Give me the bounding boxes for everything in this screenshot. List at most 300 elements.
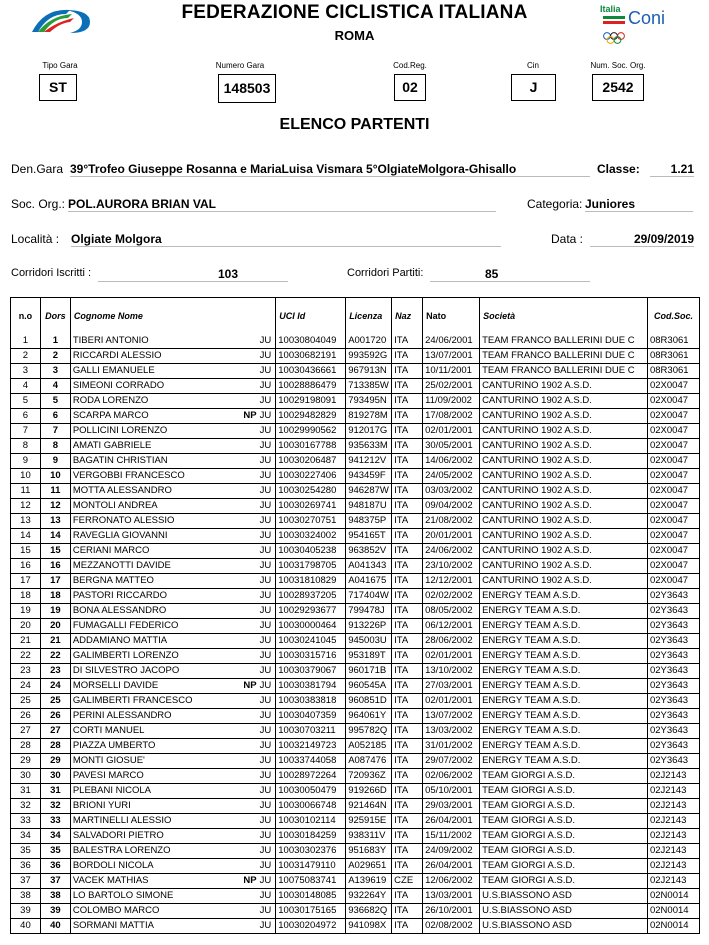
rider-uci-id: 10032149723 [276,739,346,754]
rider-uci-id: 10030324002 [276,529,346,544]
rider-uci-id: 10030703211 [276,724,346,739]
rider-team: CANTURINO 1902 A.S.D. [480,574,648,589]
rider-uci-id: 10030383818 [276,694,346,709]
rider-no: 19 [11,604,41,619]
rider-bib: 20 [40,619,70,634]
rider-team-code: 02N0014 [647,889,699,904]
table-row [11,394,700,409]
rider-bib: 1 [40,334,70,349]
rider-category-text: JU [259,545,272,557]
rider-uci-id: 10031479110 [276,859,346,874]
rider-name-text: BAGATIN CHRISTIAN [72,455,168,467]
rider-bib: 17 [40,574,70,589]
rider-bib: 18 [40,589,70,604]
col-naz: Naz [392,298,423,334]
non-starter-flag: NP [243,410,257,422]
rider-nationality: ITA [392,499,423,514]
rider-name [70,514,275,529]
rider-license: 713385W [346,379,392,394]
rider-team-code: 02J2143 [647,814,699,829]
rider-license: 948375P [346,514,392,529]
rider-birthdate: 26/10/2001 [423,904,480,919]
col-name: Cognome Nome [70,298,275,334]
rider-birthdate: 28/06/2002 [423,634,480,649]
rider-team-code: 02X0047 [647,469,699,484]
rider-bib: 6 [40,409,70,424]
rider-license: 945003U [346,634,392,649]
rider-nationality: ITA [392,619,423,634]
rider-bib: 13 [40,514,70,529]
rider-category-text: JU [259,335,272,346]
rider-nationality: ITA [392,709,423,724]
rider-bib: 14 [40,529,70,544]
rider-nationality: ITA [392,544,423,559]
rider-name-text: SIMEONI CORRADO [72,380,165,392]
num-soc-label: Num. Soc. Org. [590,61,646,70]
rider-uci-id: 10030206487 [276,454,346,469]
rider-uci-id: 10030302376 [276,844,346,859]
table-row [11,784,700,799]
iscritti-label: Corridori Iscritti : [11,267,92,279]
rider-category [260,334,272,348]
rider-nationality: ITA [392,859,423,874]
table-row [11,844,700,859]
rider-bib: 39 [40,904,70,919]
rider-category-text: JU [259,500,272,512]
rider-bib: 12 [40,499,70,514]
rider-category-text: JU [259,830,272,842]
table-row [11,574,700,589]
rider-nationality: ITA [392,694,423,709]
rider-category [260,559,272,573]
rider-name-text: VERGOBBI FRANCESCO [72,470,185,482]
rider-birthdate: 12/12/2001 [423,574,480,589]
rider-no: 32 [11,799,41,814]
rider-team: CANTURINO 1902 A.S.D. [480,469,648,484]
rider-bib: 23 [40,664,70,679]
rider-nationality: ITA [392,589,423,604]
rider-category-text: JU [259,845,272,857]
rider-team: CANTURINO 1902 A.S.D. [480,439,648,454]
rider-team: ENERGY TEAM A.S.D. [480,604,648,619]
rider-category-text: JU [259,440,272,452]
rider-license: 943459F [346,469,392,484]
rider-bib: 15 [40,544,70,559]
rider-license: 948187U [346,499,392,514]
rider-category-text: JU [259,620,272,632]
table-row [11,349,700,364]
rider-uci-id: 10030227406 [276,469,346,484]
table-row [11,679,700,694]
rider-team: CANTURINO 1902 A.S.D. [480,529,648,544]
table-row [11,799,700,814]
rider-birthdate: 13/03/2002 [423,724,480,739]
rider-category [260,754,272,768]
rider-category-text: JU [259,485,272,497]
rider-nationality: ITA [392,394,423,409]
rider-team-code: 02Y3643 [647,634,699,649]
rider-uci-id: 10031810829 [276,574,346,589]
rider-uci-id: 10030405238 [276,544,346,559]
rider-license: 954165T [346,529,392,544]
rider-bib: 32 [40,799,70,814]
table-row [11,694,700,709]
rider-team-code: 02X0047 [647,379,699,394]
col-licenza: Licenza [346,298,392,334]
rider-birthdate: 02/08/2002 [423,919,480,934]
rider-bib: 26 [40,709,70,724]
rider-uci-id: 10030315716 [276,649,346,664]
rider-name-text: FERRONATO ALESSIO [72,515,175,527]
partiti-value: 85 [430,267,590,282]
rider-name [70,649,275,664]
rider-category [243,409,271,423]
rider-category-text: JU [259,605,272,617]
rider-birthdate: 05/10/2001 [423,784,480,799]
rider-bib: 10 [40,469,70,484]
rider-category-text: JU [259,515,272,527]
cod-reg-box: 02 [394,74,426,101]
rider-category-text: JU [259,770,272,782]
rider-uci-id: 10030184259 [276,829,346,844]
rider-license: 951683Y [346,844,392,859]
rider-bib: 19 [40,604,70,619]
rider-birthdate: 31/01/2002 [423,739,480,754]
soc-org-label: Soc. Org.: [11,197,66,211]
rider-no: 34 [11,829,41,844]
rider-category-text: JU [259,890,272,902]
rider-bib: 40 [40,919,70,934]
rider-team: ENERGY TEAM A.S.D. [480,664,648,679]
rider-category [260,649,272,663]
rider-name [70,469,275,484]
rider-license: 993592G [346,349,392,364]
rider-bib: 33 [40,814,70,829]
rider-no: 30 [11,769,41,784]
rider-name-text: FUMAGALLI FEDERICO [72,620,179,632]
rider-bib: 5 [40,394,70,409]
rider-license: 793495N [346,394,392,409]
rider-birthdate: 30/05/2001 [423,439,480,454]
rider-team-code: 02J2143 [647,769,699,784]
rider-birthdate: 24/05/2002 [423,469,480,484]
col-no: n.o [11,298,41,334]
rider-nationality: ITA [392,334,423,349]
rider-team-code: 02X0047 [647,514,699,529]
rider-name [70,529,275,544]
rider-category [243,679,271,693]
rider-uci-id: 10075083741 [276,874,346,889]
rider-name-text: PERINI ALESSANDRO [72,710,172,722]
rider-category-text: JU [259,425,272,437]
rider-team-code: 02Y3643 [647,739,699,754]
rider-team: CANTURINO 1902 A.S.D. [480,544,648,559]
rider-no: 33 [11,814,41,829]
rider-birthdate: 14/06/2002 [423,454,480,469]
rider-category [260,469,272,483]
rider-team-code: 02X0047 [647,559,699,574]
rider-name-text: BONA ALESSANDRO [72,605,167,617]
rider-nationality: ITA [392,364,423,379]
rider-birthdate: 02/01/2001 [423,649,480,664]
rider-bib: 27 [40,724,70,739]
rider-category [260,784,272,798]
rider-category-text: JU [259,455,272,467]
table-row [11,709,700,724]
table-row [11,409,700,424]
rider-name-text: SALVADORI PIETRO [72,830,164,842]
rider-uci-id: 10030204972 [276,919,346,934]
rider-uci-id: 10030167788 [276,439,346,454]
col-dors: Dors [40,298,70,334]
rider-category [260,724,272,738]
rider-bib: 38 [40,889,70,904]
rider-team-code: 02N0014 [647,904,699,919]
rider-no: 40 [11,919,41,934]
rider-team: CANTURINO 1902 A.S.D. [480,409,648,424]
rider-uci-id: 10033744058 [276,754,346,769]
rider-birthdate: 27/03/2001 [423,679,480,694]
rider-team: CANTURINO 1902 A.S.D. [480,379,648,394]
rider-team: TEAM GIORGI A.S.D. [480,784,648,799]
rider-name-text: LO BARTOLO SIMONE [72,890,174,902]
table-row [11,634,700,649]
rider-birthdate: 29/03/2001 [423,799,480,814]
rider-license: 967913N [346,364,392,379]
rider-no: 6 [11,409,41,424]
rider-nationality: ITA [392,829,423,844]
rider-category [243,874,271,888]
rider-license: 960545A [346,679,392,694]
rider-license: 919266D [346,784,392,799]
rider-category [260,484,272,498]
rider-license: 921464N [346,799,392,814]
rider-uci-id: 10030269741 [276,499,346,514]
rider-no: 8 [11,439,41,454]
coni-emblem-icon [600,16,628,46]
rider-name [70,634,275,649]
rider-bib: 22 [40,649,70,664]
cin-label: Cin [526,61,539,70]
rider-category-text: JU [259,395,272,407]
table-row [11,499,700,514]
rider-category [260,499,272,513]
rider-category-text: JU [259,755,272,767]
rider-bib: 31 [40,784,70,799]
rider-name [70,364,275,379]
table-row [11,619,700,634]
rider-name-text: PAVESI MARCO [72,770,144,782]
rider-team: CANTURINO 1902 A.S.D. [480,394,648,409]
rider-no: 16 [11,559,41,574]
rider-team-code: 02X0047 [647,439,699,454]
rider-category [260,544,272,558]
rider-name [70,769,275,784]
rider-category [260,799,272,813]
rider-name [70,439,275,454]
rider-birthdate: 09/04/2002 [423,499,480,514]
rider-name-text: CORTI MANUEL [72,725,145,737]
table-row [11,514,700,529]
table-row [11,379,700,394]
rider-name [70,754,275,769]
rider-name-text: SORMANI MATTIA [72,920,154,932]
rider-name-text: MONTI GIOSUE' [72,755,145,767]
rider-team: TEAM GIORGI A.S.D. [480,769,648,784]
rider-uci-id: 10030407359 [276,709,346,724]
rider-name-text: BORDOLI NICOLA [72,860,154,872]
rider-license: 995782Q [346,724,392,739]
rider-team: CANTURINO 1902 A.S.D. [480,514,648,529]
rider-bib: 36 [40,859,70,874]
rider-category [260,904,272,918]
rider-birthdate: 25/02/2001 [423,379,480,394]
rider-name-text: MEZZANOTTI DAVIDE [72,560,171,572]
rider-category [260,589,272,603]
numero-gara-label: Numero Gara [215,61,265,70]
rider-nationality: ITA [392,424,423,439]
rider-name-text: PIAZZA UMBERTO [72,740,156,752]
table-row [11,334,700,349]
numero-gara-box: 148503 [218,74,276,103]
rider-team-code: 02N0014 [647,919,699,934]
rider-name-text: TIBERI ANTONIO [72,335,149,347]
rider-no: 35 [11,844,41,859]
rider-team-code: 02J2143 [647,799,699,814]
rider-category [260,694,272,708]
rider-team: TEAM GIORGI A.S.D. [480,814,648,829]
rider-team: ENERGY TEAM A.S.D. [480,709,648,724]
table-row [11,904,700,919]
rider-team: U.S.BIASSONO ASD [480,919,648,934]
rider-category [260,454,272,468]
rider-uci-id: 10030379067 [276,664,346,679]
table-row [11,439,700,454]
rider-no: 2 [11,349,41,364]
rider-name [70,859,275,874]
rider-category [260,514,272,528]
rider-category-text: JU [259,350,272,362]
rider-license: 964061Y [346,709,392,724]
col-uci: UCI Id [276,298,346,334]
rider-uci-id: 10030804049 [276,334,346,349]
rider-name [70,799,275,814]
categoria-label: Categoria: [527,197,583,211]
rider-uci-id: 10031798705 [276,559,346,574]
rider-nationality: ITA [392,679,423,694]
rider-birthdate: 02/06/2002 [423,769,480,784]
rider-license: 717404W [346,589,392,604]
rider-license: A029651 [346,859,392,874]
rider-name [70,814,275,829]
rider-nationality: ITA [392,784,423,799]
table-row [11,874,700,889]
col-codsoc: Cod.Soc. [647,298,699,334]
rider-uci-id: 10029198091 [276,394,346,409]
rider-name [70,544,275,559]
rider-category-text: JU [259,725,272,737]
rider-nationality: ITA [392,889,423,904]
rider-birthdate: 13/07/2002 [423,709,480,724]
rider-team-code: 02Y3643 [647,679,699,694]
rider-bib: 16 [40,559,70,574]
rider-team: TEAM GIORGI A.S.D. [480,844,648,859]
rider-birthdate: 12/06/2002 [423,874,480,889]
localita-label: Località : [11,232,60,246]
rider-name-text: PASTORI RICCARDO [72,590,167,602]
rider-team-code: 02J2143 [647,874,699,889]
rider-team-code: 02Y3643 [647,604,699,619]
rider-team: CANTURINO 1902 A.S.D. [480,424,648,439]
rider-name [70,904,275,919]
rider-no: 14 [11,529,41,544]
rider-team-code: 02Y3643 [647,709,699,724]
rider-no: 18 [11,589,41,604]
rider-category-text: JU [259,560,272,572]
rider-category-text: JU [259,740,272,752]
rider-birthdate: 24/06/2002 [423,544,480,559]
rider-category [260,394,272,408]
rider-team-code: 02X0047 [647,544,699,559]
table-row [11,724,700,739]
rider-name-text: BALESTRA LORENZO [72,845,171,857]
rider-category-text: JU [259,575,272,587]
rider-team: ENERGY TEAM A.S.D. [480,694,648,709]
rider-name-text: GALIMBERTI LORENZO [72,650,179,662]
rider-birthdate: 17/08/2002 [423,409,480,424]
rider-name-text: RODA LORENZO [72,395,149,407]
rider-name [70,889,275,904]
rider-bib: 34 [40,829,70,844]
coni-logo [598,4,678,46]
rider-category [260,529,272,543]
rider-uci-id: 10030270751 [276,514,346,529]
rider-bib: 2 [40,349,70,364]
rider-name-text: SCARPA MARCO [72,410,149,422]
rider-category [260,574,272,588]
col-nato: Nato [423,298,480,334]
rider-category-text: JU [259,785,272,797]
rider-nationality: ITA [392,349,423,364]
table-row [11,604,700,619]
rider-uci-id: 10030066748 [276,799,346,814]
rider-bib: 4 [40,379,70,394]
rider-category [260,439,272,453]
rider-uci-id: 10030050479 [276,784,346,799]
tipo-gara-label: Tipo Gara [42,61,78,70]
rider-nationality: ITA [392,559,423,574]
coni-name-text: Coni [628,8,666,28]
rider-uci-id: 10030436661 [276,364,346,379]
rider-name [70,334,275,349]
rider-nationality: ITA [392,574,423,589]
rider-category-text: JU [259,860,272,872]
rider-uci-id: 10030241045 [276,634,346,649]
rider-uci-id: 10030000464 [276,619,346,634]
rider-nationality: ITA [392,454,423,469]
rider-team-code: 02J2143 [647,859,699,874]
rider-no: 24 [11,679,41,694]
rider-team: TEAM GIORGI A.S.D. [480,829,648,844]
rider-no: 13 [11,514,41,529]
rider-name [70,679,275,694]
rider-name [70,379,275,394]
rider-license: 932264Y [346,889,392,904]
rider-uci-id: 10028886479 [276,379,346,394]
rider-category [260,634,272,648]
rider-no: 1 [11,334,41,349]
rider-category [260,379,272,393]
